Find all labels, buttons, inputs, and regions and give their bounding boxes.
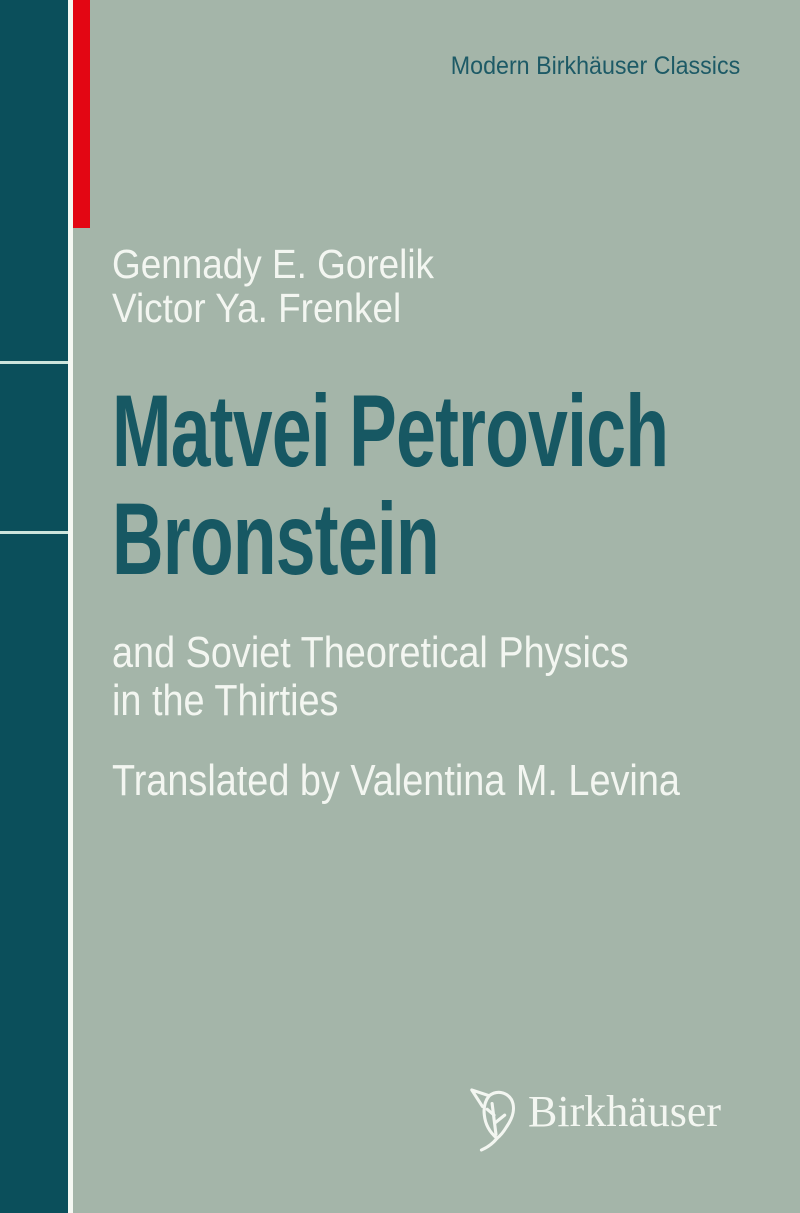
title-line-2: Bronstein	[112, 482, 439, 596]
subtitle-line-2: in the Thirties	[112, 676, 339, 725]
spine-divider-top	[0, 361, 68, 364]
publisher-name: Birkhäuser	[528, 1087, 722, 1136]
subtitle-line-1: and Soviet Theoretical Physics	[112, 628, 629, 677]
red-accent-stripe	[73, 0, 90, 228]
book-title	[112, 374, 669, 596]
author-1: Gennady E. Gorelik	[112, 241, 435, 287]
author-2: Victor Ya. Frenkel	[112, 285, 402, 331]
birch-leaf-icon	[464, 1086, 526, 1152]
title-line-1: Matvei Petrovich	[112, 374, 669, 488]
author-names	[112, 242, 434, 330]
series-label: Modern Birkhäuser Classics	[450, 52, 740, 80]
spine-bar	[0, 0, 68, 1213]
translator-credit: Translated by Valentina M. Levina	[112, 756, 680, 805]
book-subtitle	[112, 629, 629, 725]
spine-divider-bottom	[0, 531, 68, 534]
publisher-logo	[464, 1086, 721, 1152]
